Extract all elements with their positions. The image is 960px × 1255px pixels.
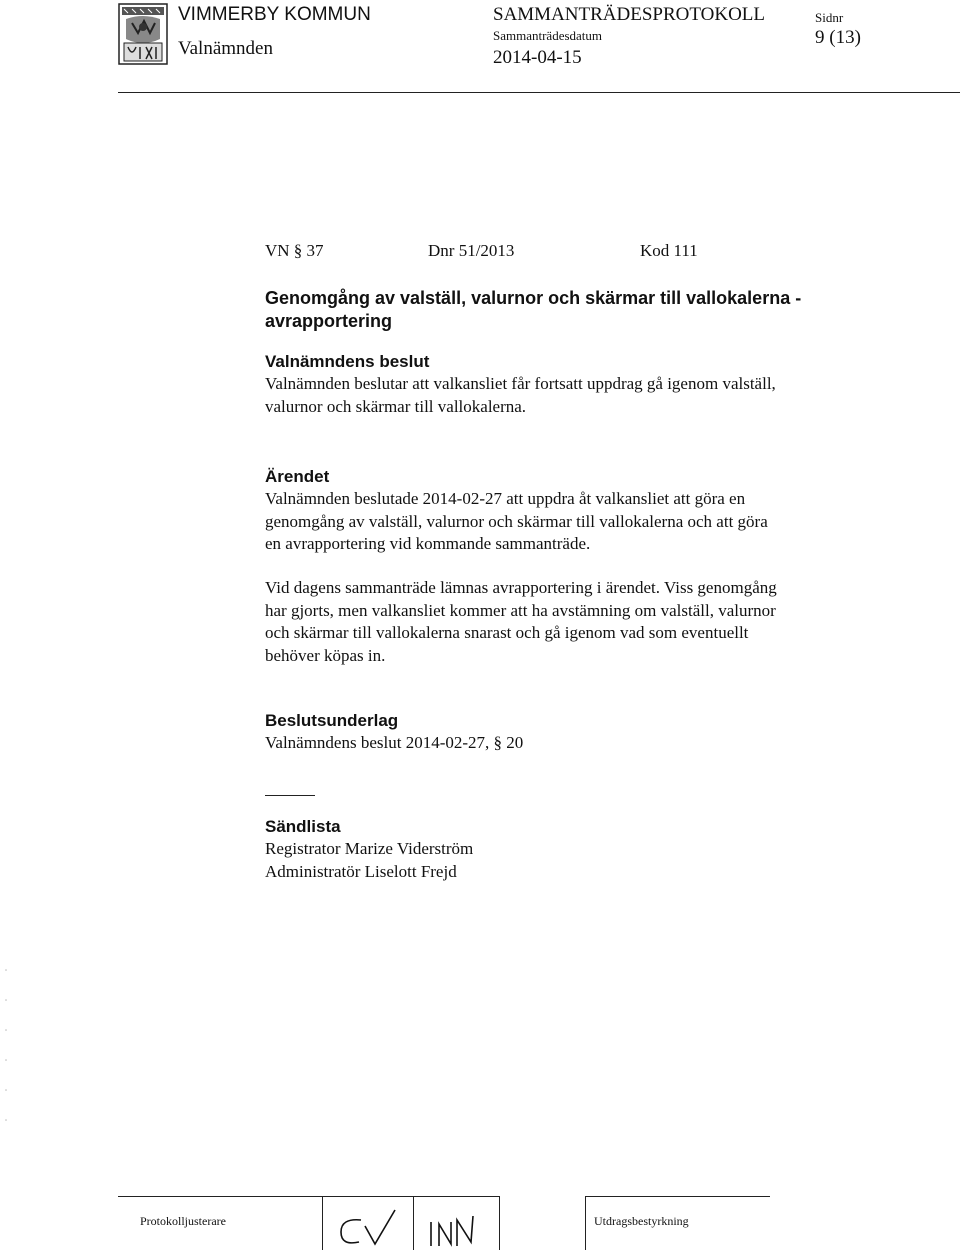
document-type: SAMMANTRÄDESPROTOKOLL <box>493 4 766 25</box>
distribution-recipient: Registrator Marize Viderström <box>265 839 474 858</box>
signature-initials <box>335 1206 495 1250</box>
matter-line: behöver köpas in. <box>265 645 386 665</box>
extract-label: Utdragsbestyrkning <box>594 1214 689 1228</box>
adjuster-label: Protokolljusterare <box>140 1214 226 1228</box>
case-code: Kod 111 <box>640 241 698 260</box>
decision-line: Valnämnden beslutar att valkansliet får fortsatt uppdrag gå igenom valställ, <box>265 374 776 393</box>
matter-paragraph-1 <box>265 488 905 556</box>
decision-line: valurnor och skärmar till vallokalerna. <box>265 396 527 416</box>
footer-rule-right <box>585 1196 770 1197</box>
case-title <box>265 287 801 333</box>
footer-rule-signature <box>322 1196 500 1197</box>
municipality-crest <box>118 3 168 65</box>
basis-line: Valnämndens beslut 2014-02-27, § 20 <box>265 733 524 752</box>
matter-line: har gjorts, men valkansliet kommer att ha avstämning om valställ, valurnor <box>265 600 776 620</box>
matter-paragraph-2 <box>265 577 905 667</box>
basis-heading: Beslutsunderlag <box>265 711 399 730</box>
decision-text <box>265 373 905 418</box>
meeting-date-label: Sammanträdesdatum <box>493 28 603 43</box>
footer-rule-left <box>118 1196 323 1197</box>
distribution-list <box>265 838 905 883</box>
basis-text <box>265 732 905 755</box>
matter-line: genomgång av valställ, valurnor och skärmar till vallokalerna och att göra <box>265 511 768 531</box>
margin-specks <box>3 960 9 1140</box>
page-number-label: Sidnr <box>815 10 844 25</box>
section-divider <box>265 795 315 796</box>
matter-line: Vid dagens sammanträde lämnas avrapportering i ärendet. Viss genomgång <box>265 578 777 597</box>
board-name: Valnämnden <box>178 38 273 59</box>
page-number: 9 (13) <box>815 27 861 48</box>
footer-divider <box>322 1196 323 1250</box>
footer-divider <box>585 1196 586 1250</box>
case-title-line: avrapportering <box>265 311 393 331</box>
matter-line: Valnämnden beslutade 2014-02-27 att uppdra åt valkansliet att göra en <box>265 489 746 508</box>
matter-line: en avrapportering vid kommande sammanträde. <box>265 534 591 553</box>
matter-heading: Ärendet <box>265 467 330 486</box>
meeting-date: 2014-04-15 <box>493 47 582 68</box>
municipality-name: VIMMERBY KOMMUN <box>178 4 371 25</box>
distribution-recipient: Administratör Liselott Frejd <box>265 861 457 881</box>
diary-number: Dnr 51/2013 <box>428 241 515 260</box>
matter-line: och skärmar till vallokalerna snarast och gå igenom vad som eventuellt <box>265 623 749 642</box>
header-rule <box>118 92 960 93</box>
distribution-heading: Sändlista <box>265 817 341 836</box>
decision-heading: Valnämndens beslut <box>265 352 430 371</box>
footer-divider <box>499 1196 500 1250</box>
case-title-line: Genomgång av valställ, valurnor och skärmar till vallokalerna - <box>265 288 802 308</box>
paragraph-number: VN § 37 <box>265 241 324 260</box>
